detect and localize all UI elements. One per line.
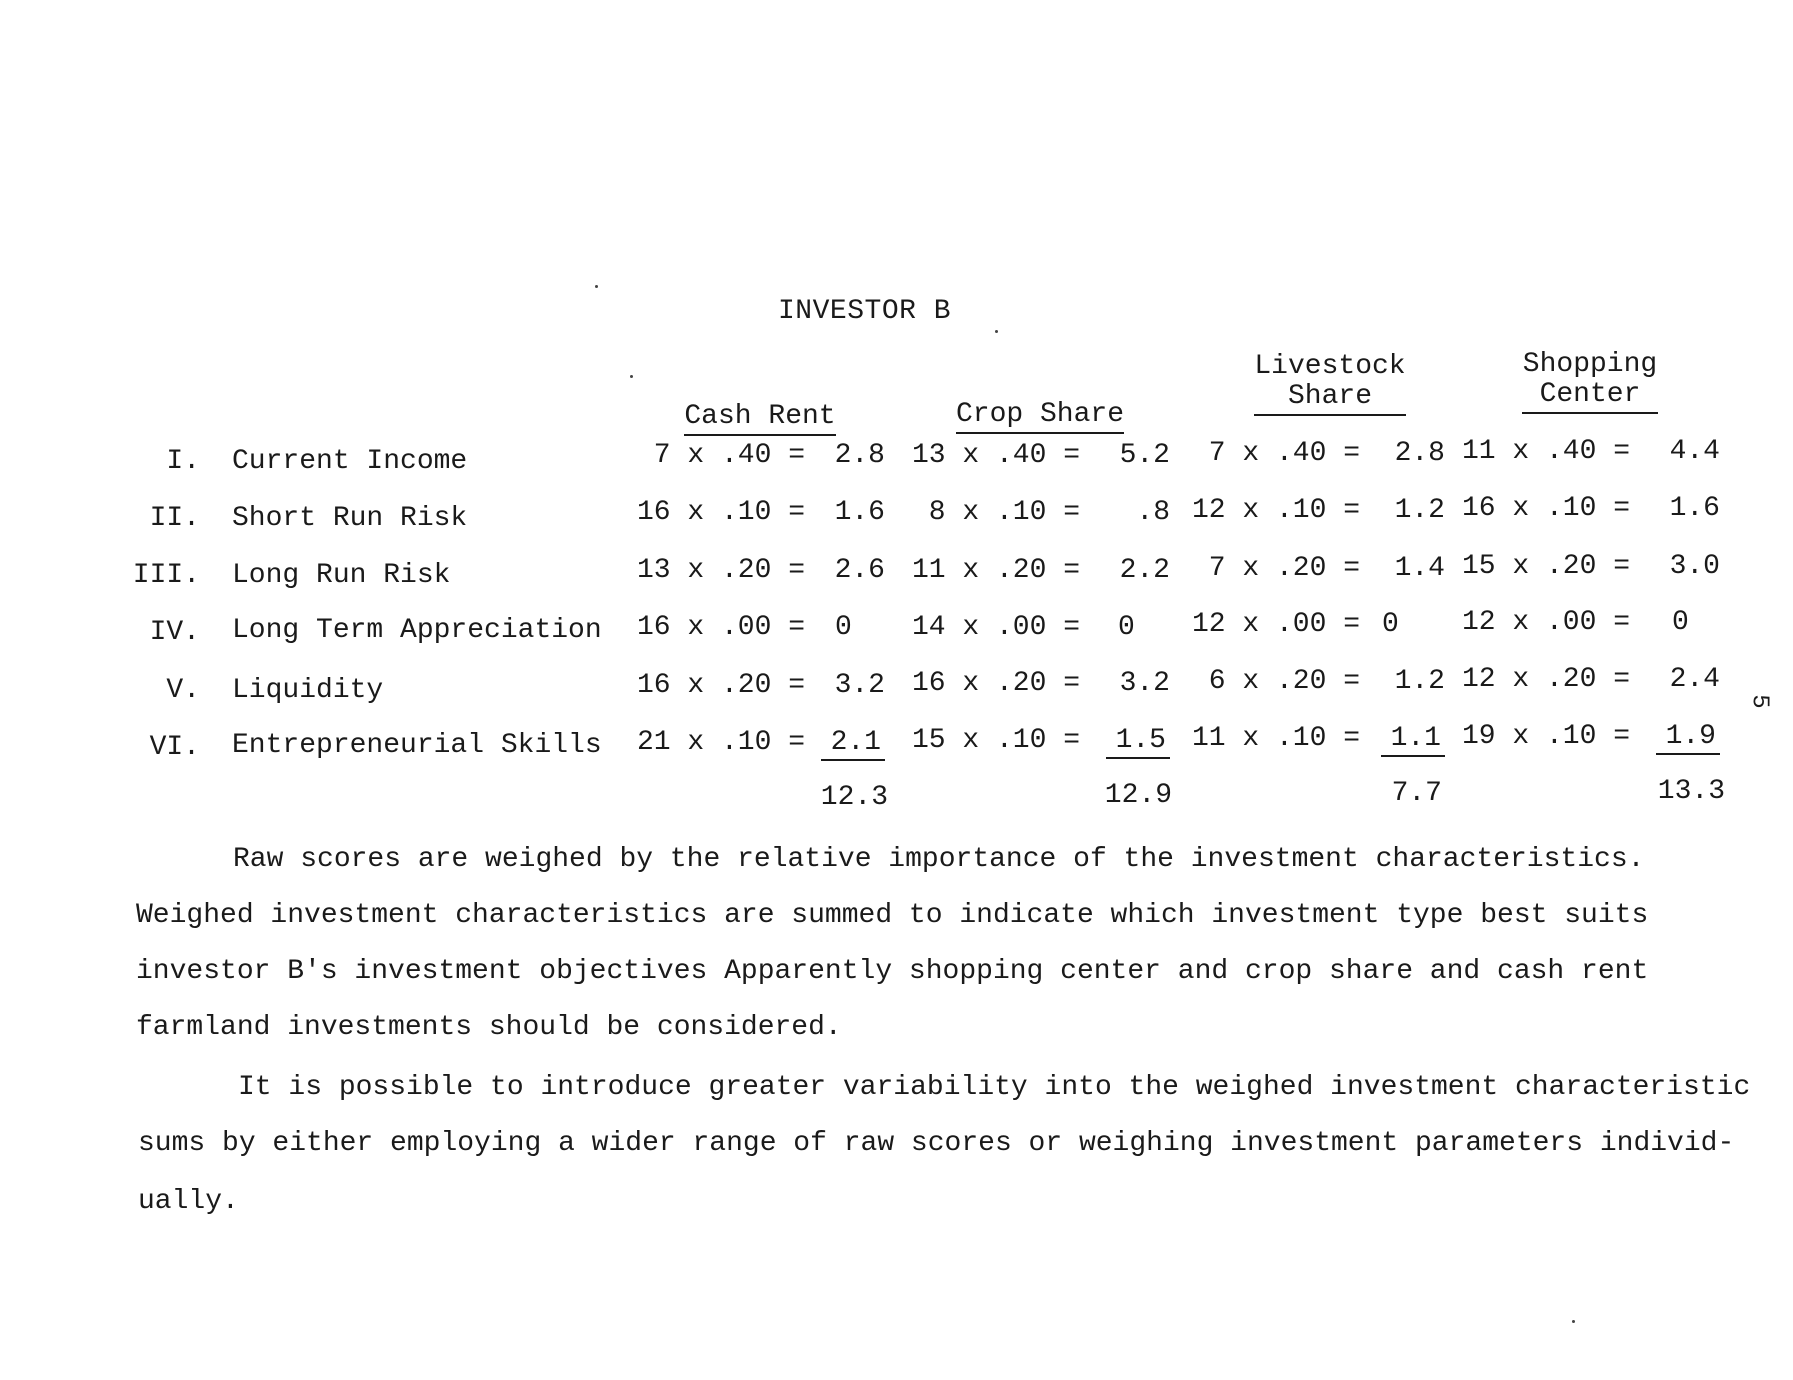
cell-result: 2.2 [1119, 555, 1170, 586]
cell-calc: 21 x .10 = [636, 727, 805, 758]
paragraph-line: Raw scores are weighed by the relative importance of the investment characteristics. [233, 844, 1645, 875]
column-header-line1: Shopping [1522, 349, 1658, 380]
cell-calc: 14 x .00 = [911, 612, 1080, 643]
paragraph-line: farmland investments should be considered. [136, 1012, 842, 1043]
cell-result: 2.6 [834, 555, 885, 586]
cell-result: 3.2 [1119, 668, 1170, 699]
cell-result: .8 [1136, 497, 1170, 528]
row-label: Short Run Risk [232, 503, 468, 534]
page-number: 5 [1745, 694, 1773, 709]
cell-result [815, 727, 885, 758]
column-header-livestock-share [1230, 352, 1430, 416]
paragraph-line: ually. [138, 1186, 239, 1217]
cell-calc: 16 x .00 = [636, 612, 805, 643]
column-header-line1: Livestock [1254, 351, 1406, 382]
cell-calc: 8 x .10 = [928, 497, 1080, 528]
row-label: Entrepreneurial Skills [232, 730, 602, 761]
cell-result: 0 [1672, 607, 1689, 638]
column-header-line1 [930, 370, 1150, 400]
cell-calc: 11 x .10 = [1191, 723, 1360, 754]
cell-result: 2.8 [1394, 438, 1445, 469]
paragraph-line: Weighed investment characteristics are summed to indicate which investment type best suits [136, 900, 1649, 931]
document-title: INVESTOR B [778, 296, 952, 327]
row-label: Long Term Appreciation [232, 615, 602, 646]
cell-result: 2.4 [1669, 664, 1720, 695]
cell-calc: 13 x .20 = [636, 555, 805, 586]
cell-result-text: 1.1 [1381, 723, 1445, 757]
cell-calc: 12 x .20 = [1461, 664, 1630, 695]
cell-result: 0 [1118, 612, 1135, 643]
row-label: Long Run Risk [232, 560, 451, 591]
column-header-cash-rent [660, 372, 860, 436]
cell-calc: 15 x .20 = [1461, 551, 1630, 582]
cell-result-text: 2.1 [821, 727, 885, 761]
row-label: Liquidity [232, 675, 384, 706]
cell-calc: 6 x .20 = [1208, 666, 1360, 697]
cell-calc: 12 x .10 = [1191, 495, 1360, 526]
column-header-shopping-center [1490, 350, 1690, 414]
cell-result [1100, 725, 1170, 756]
cell-result-text: 1.9 [1656, 721, 1720, 755]
column-header-line2: Center [1522, 380, 1659, 414]
cell-calc: 16 x .20 = [636, 670, 805, 701]
paragraph-line: investor B's investment objectives Apparently shopping center and crop share and cash rent [136, 956, 1649, 987]
cell-calc: 13 x .40 = [911, 440, 1080, 471]
row-number: VI. [149, 732, 200, 763]
column-total: 12.9 [1104, 780, 1172, 811]
column-header-line2: Share [1254, 382, 1406, 416]
column-header-line2: Crop Share [956, 400, 1124, 434]
cell-result: 0 [835, 612, 852, 643]
paragraph-line: sums by either employing a wider range of raw scores or weighing investment parameters individ- [138, 1128, 1735, 1159]
row-number: I. [166, 446, 200, 477]
cell-calc: 7 x .20 = [1208, 553, 1360, 584]
cell-result: 4.4 [1669, 436, 1720, 467]
cell-calc: 16 x .20 = [911, 668, 1080, 699]
cell-calc: 19 x .10 = [1461, 721, 1630, 752]
cell-result: 1.6 [1669, 493, 1720, 524]
scan-speck [995, 330, 998, 333]
cell-result: 0 [1382, 609, 1399, 640]
scan-speck [595, 285, 598, 288]
cell-result: 3.2 [834, 670, 885, 701]
cell-result-text: 1.5 [1106, 725, 1170, 759]
column-header-line2: Cash Rent [684, 402, 835, 436]
row-number: IV. [149, 617, 200, 648]
column-total: 13.3 [1657, 776, 1725, 807]
cell-calc: 16 x .10 = [636, 497, 805, 528]
row-number: III. [132, 560, 200, 591]
column-total: 7.7 [1391, 778, 1442, 809]
cell-result: 3.0 [1669, 551, 1720, 582]
cell-result [1650, 721, 1720, 752]
cell-calc: 12 x .00 = [1191, 609, 1360, 640]
column-total: 12.3 [820, 782, 888, 813]
column-header-line1 [660, 372, 860, 402]
cell-calc: 11 x .20 = [911, 555, 1080, 586]
cell-result: 1.6 [834, 497, 885, 528]
cell-calc: 7 x .40 = [1208, 438, 1360, 469]
cell-result: 5.2 [1119, 440, 1170, 471]
cell-calc: 12 x .00 = [1461, 607, 1630, 638]
cell-calc: 11 x .40 = [1461, 436, 1630, 467]
paragraph-line: It is possible to introduce greater variability into the weighed investment characteristic [238, 1072, 1751, 1103]
cell-calc: 7 x .40 = [653, 440, 805, 471]
row-label: Current Income [232, 446, 468, 477]
cell-result [1375, 723, 1445, 754]
row-number: V. [166, 675, 200, 706]
cell-result: 1.2 [1394, 495, 1445, 526]
scan-speck [630, 375, 633, 378]
cell-calc: 16 x .10 = [1461, 493, 1630, 524]
cell-result: 1.2 [1394, 666, 1445, 697]
cell-calc: 15 x .10 = [911, 725, 1080, 756]
cell-result: 1.4 [1394, 553, 1445, 584]
column-header-crop-share [930, 370, 1150, 434]
scan-speck [1572, 1320, 1575, 1323]
row-number: II. [149, 503, 200, 534]
cell-result: 2.8 [834, 440, 885, 471]
